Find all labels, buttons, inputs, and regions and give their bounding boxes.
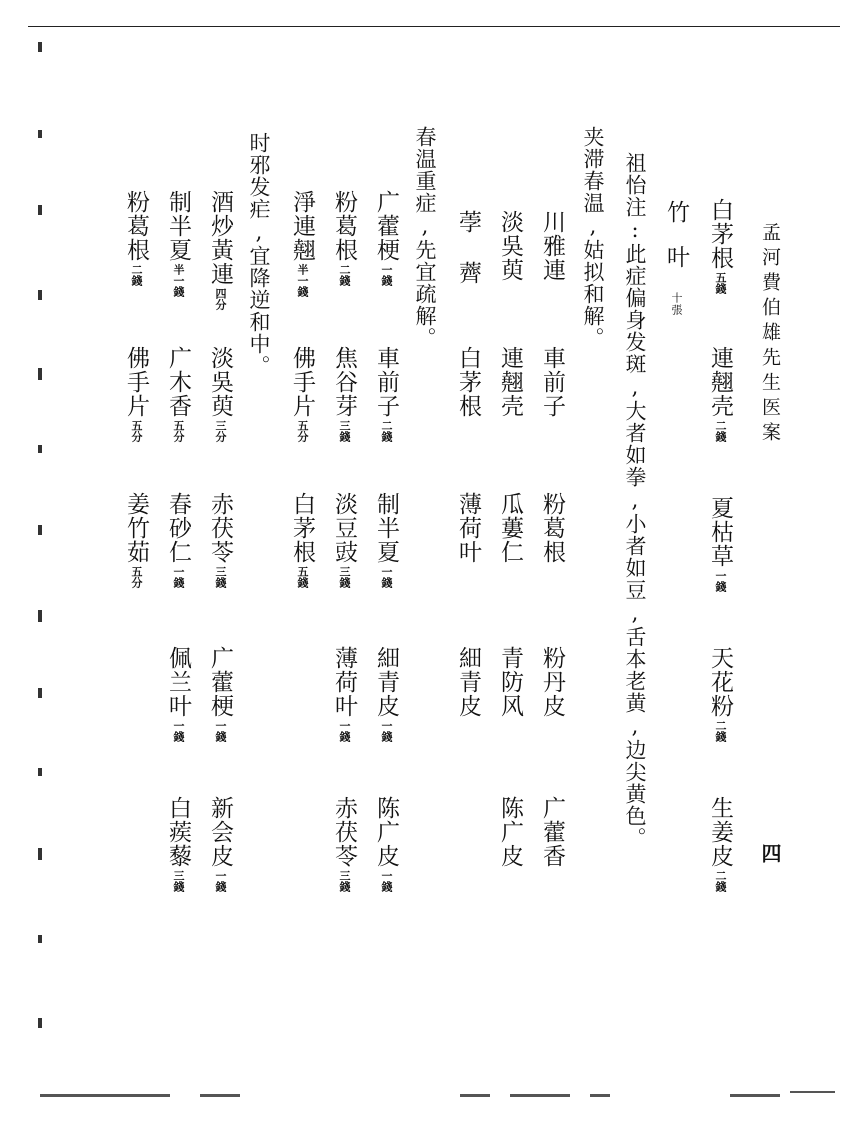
- binding-holes: [38, 40, 52, 1050]
- rx-item: 焦谷芽三錢: [331, 346, 357, 442]
- rx-item: 粉葛根: [539, 492, 565, 564]
- rx-item: 广藿梗一錢: [373, 190, 399, 286]
- rx-item: 薄荷叶: [455, 492, 481, 564]
- rx-item: 淨連翹半一錢: [289, 190, 315, 297]
- rx-item: 粉葛根二錢: [123, 190, 149, 286]
- rx-item: 赤茯苓三錢: [331, 796, 357, 892]
- rx-item: 白茅根五錢: [707, 198, 733, 294]
- rx-item: 广藿梗一錢: [207, 646, 233, 742]
- page-number: 四: [758, 843, 782, 863]
- case-title: 春温重症,先宜疏解。: [413, 126, 437, 349]
- rx-item: 粉丹皮: [539, 646, 565, 718]
- rx-item: 佛手片五分: [289, 346, 315, 442]
- rx-item: 佛手片五分: [123, 346, 149, 442]
- rx-item: 淡吳萸: [497, 210, 523, 282]
- rx-item: 青防风: [497, 646, 523, 718]
- rx-item: 白茅根: [455, 346, 481, 418]
- rx-item: 新会皮一錢: [207, 796, 233, 892]
- rx-item: 薄荷叶一錢: [331, 646, 357, 742]
- rx-item: 荸 薺: [455, 210, 481, 285]
- rx-item: 春砂仁一錢: [165, 492, 191, 588]
- rx-item: 制半夏一錢: [373, 492, 399, 588]
- case-title: 夹滞春温,姑拟和解。: [581, 126, 605, 349]
- top-rule: [28, 26, 840, 27]
- rx-item: 广木香五分: [165, 346, 191, 442]
- rx-item: 天花粉二錢: [707, 646, 733, 742]
- rx-item: 淡吳萸三分: [207, 346, 233, 442]
- bottom-edge-noise: [30, 1088, 840, 1102]
- rx-item: 川雅連: [539, 210, 565, 282]
- rx-item: 白茅根五錢: [289, 492, 315, 588]
- rx-item: 姜竹茹五分: [123, 492, 149, 588]
- rx-item: 細青皮: [455, 646, 481, 718]
- rx-item: 白蒺藜三錢: [165, 796, 191, 892]
- rx-item: 竹叶十張: [663, 200, 689, 316]
- rx-item: 連翹壳二錢: [707, 346, 733, 442]
- rx-item: 車前子二錢: [373, 346, 399, 442]
- case-title: 时邪发疟,宜降逆和中。: [247, 132, 271, 377]
- rx-item: 連翹壳: [497, 346, 523, 418]
- rx-item: 广藿香: [539, 796, 565, 868]
- running-title: 孟河費伯雄先生医案: [759, 222, 781, 447]
- rx-item: 生姜皮二錢: [707, 796, 733, 892]
- rx-item: 酒炒黃連四分: [207, 190, 233, 310]
- rx-item: 佩兰叶一錢: [165, 646, 191, 742]
- case-note: 祖怡注:此症偏身发斑,大者如拳,小者如豆,舌本老黄,边尖黄色。: [623, 152, 647, 849]
- rx-item: 淡豆豉三錢: [331, 492, 357, 588]
- rx-item: 夏枯草一錢: [707, 496, 733, 592]
- rx-item: 細青皮一錢: [373, 646, 399, 742]
- rx-item: 車前子: [539, 346, 565, 418]
- rx-item: 粉葛根二錢: [331, 190, 357, 286]
- rx-item: 陈广皮: [497, 796, 523, 868]
- rx-item: 制半夏半一錢: [165, 190, 191, 297]
- rx-item: 陈广皮一錢: [373, 796, 399, 892]
- rx-item: 瓜蔞仁: [497, 492, 523, 564]
- rx-item: 赤茯苓三錢: [207, 492, 233, 588]
